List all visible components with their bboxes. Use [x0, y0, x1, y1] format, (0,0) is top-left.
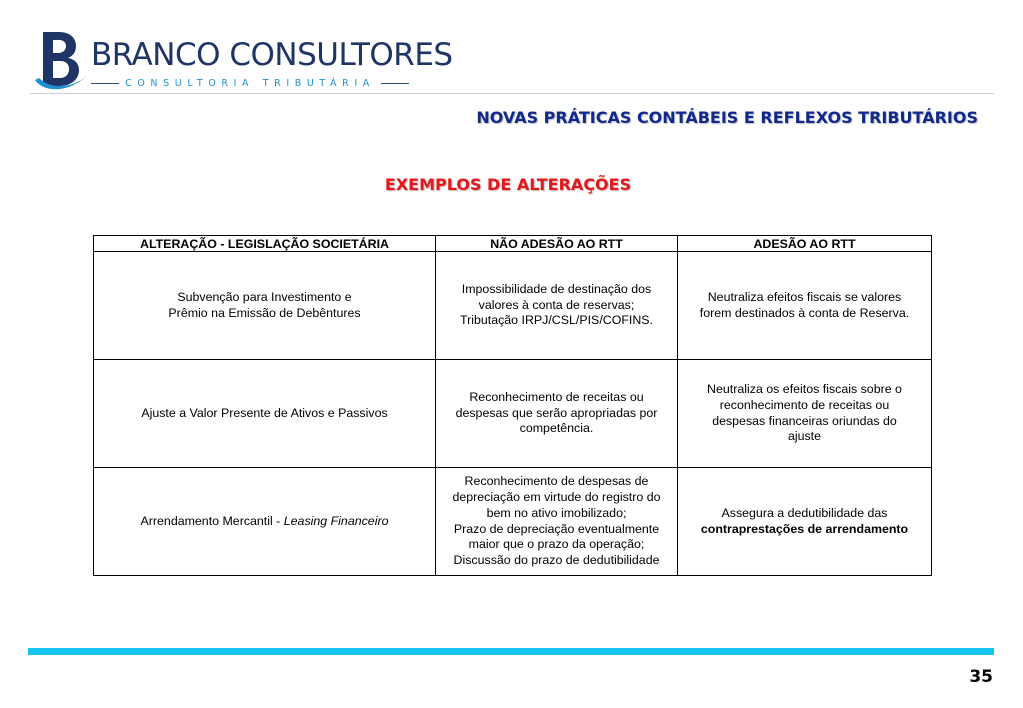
cell-adesao [678, 252, 932, 360]
cell-line: depreciação em virtude do registro do [452, 489, 661, 504]
logo-b-icon [33, 28, 91, 92]
header-nao-adesao: NÃO ADESÃO AO RTT [436, 236, 678, 252]
cell-text: Arrendamento Mercantil - [140, 513, 284, 528]
cell-nao-adesao [436, 252, 678, 360]
brand-tagline [91, 76, 409, 90]
slide-title: NOVAS PRÁTICAS CONTÁBEIS E REFLEXOS TRIBUTÁRIOS [476, 108, 978, 127]
cell-alteracao [94, 468, 436, 576]
table-row [94, 252, 932, 360]
cell-line: Neutraliza efeitos fiscais se valores [707, 289, 902, 304]
tagline-rule-left [91, 83, 119, 84]
cell-line: Prazo de depreciação eventualmente [453, 521, 660, 536]
tagline-rule-right [381, 83, 409, 84]
cell-alteracao [94, 360, 436, 468]
cell-line: reconhecimento de receitas ou [719, 397, 890, 412]
section-subtitle: EXEMPLOS DE ALTERAÇÕES [384, 175, 632, 194]
cell-line: Tributação IRPJ/CSL/PIS/COFINS. [459, 313, 654, 328]
cell-nao-adesao [436, 360, 678, 468]
cell-line: valores à conta de reservas; [478, 297, 635, 312]
cell-adesao [678, 360, 932, 468]
cell-line: maior que o prazo da operação; [468, 537, 645, 552]
comparison-table [93, 235, 932, 576]
cell-line: bem no ativo imobilizado; [486, 505, 627, 520]
cell-line: Ajuste a Valor Presente de Ativos e Passivos [141, 405, 388, 420]
page-number: 35 [969, 667, 993, 687]
cell-line: Discussão do prazo de dedutibilidade [453, 553, 660, 568]
header-adesao: ADESÃO AO RTT [678, 236, 932, 252]
cell-line: Neutraliza os efeitos fiscais sobre o [707, 381, 902, 396]
cell-line: Assegura a dedutibilidade das [721, 505, 888, 520]
header-divider [30, 93, 994, 94]
brand-tagline-text: CONSULTORIA TRIBUTÁRIA [125, 77, 375, 89]
header-alteracao: ALTERAÇÃO - LEGISLAÇÃO SOCIETÁRIA [94, 236, 436, 252]
table-row [94, 360, 932, 468]
cell-line: despesas financeiras oriundas do [712, 413, 897, 428]
table-header-row [94, 236, 932, 252]
cell-nao-adesao [436, 468, 678, 576]
cell-line: ajuste [787, 429, 822, 444]
footer-bar [28, 648, 994, 655]
brand-logo [33, 28, 453, 98]
cell-line: Subvenção para Investimento e [177, 289, 352, 304]
table-row [94, 468, 932, 576]
cell-line: despesas que serão apropriadas por [455, 405, 658, 420]
cell-adesao [678, 468, 932, 576]
cell-line-bold: contraprestações de arrendamento [700, 521, 909, 536]
cell-line: Prêmio na Emissão de Debêntures [168, 305, 361, 320]
cell-line: competência. [519, 421, 594, 436]
cell-line: Reconhecimento de receitas ou [469, 389, 644, 404]
cell-alteracao [94, 252, 436, 360]
cell-line: Impossibilidade de destinação dos [461, 281, 652, 296]
brand-name: BRANCO CONSULTORES [91, 37, 453, 73]
cell-line: Reconhecimento de despesas de [464, 474, 649, 489]
cell-line: forem destinados à conta de Reserva. [699, 305, 910, 320]
cell-text-italic: Leasing Financeiro [283, 513, 389, 528]
